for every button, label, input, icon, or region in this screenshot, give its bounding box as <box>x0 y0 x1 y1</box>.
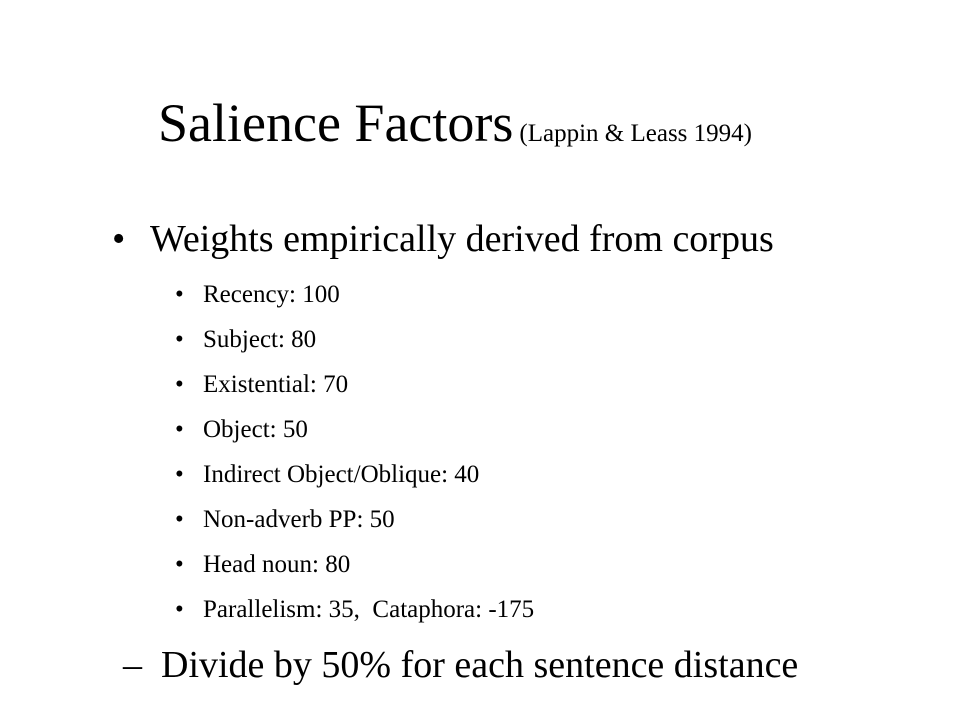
bullet-icon: • <box>175 506 184 533</box>
dash-icon: – <box>123 644 142 686</box>
list-item <box>175 552 534 587</box>
bullet-icon: • <box>175 596 184 623</box>
title-text: Salience Factors <box>158 93 514 153</box>
bullet-icon: • <box>175 551 184 578</box>
factor-text: Subject: 80 <box>203 326 317 353</box>
factor-text: Parallelism: 35, Cataphora: -175 <box>203 596 535 623</box>
slide-title <box>158 93 752 153</box>
bullet-icon: • <box>175 326 184 353</box>
list-item <box>175 282 534 317</box>
sub-note <box>123 646 798 684</box>
list-item <box>175 417 534 452</box>
list-item <box>175 507 534 542</box>
title-citation: (Lappin & Leass 1994) <box>519 120 752 147</box>
bullet-icon: • <box>175 371 184 398</box>
main-bullet <box>112 220 774 258</box>
list-item <box>175 327 534 362</box>
factor-text: Existential: 70 <box>203 371 349 398</box>
factor-text: Recency: 100 <box>203 281 340 308</box>
main-bullet-text: Weights empirically derived from corpus <box>150 218 774 260</box>
list-item <box>175 372 534 407</box>
factor-list <box>175 282 534 642</box>
factor-text: Object: 50 <box>203 416 308 443</box>
list-item <box>175 597 534 632</box>
factor-text: Indirect Object/Oblique: 40 <box>203 461 480 488</box>
bullet-icon: • <box>175 416 184 443</box>
bullet-icon: • <box>112 218 126 260</box>
factor-text: Non-adverb PP: 50 <box>203 506 395 533</box>
list-item <box>175 462 534 497</box>
factor-text: Head noun: 80 <box>203 551 351 578</box>
bullet-icon: • <box>175 461 184 488</box>
bullet-icon: • <box>175 281 184 308</box>
note-text: Divide by 50% for each sentence distance <box>161 644 799 686</box>
